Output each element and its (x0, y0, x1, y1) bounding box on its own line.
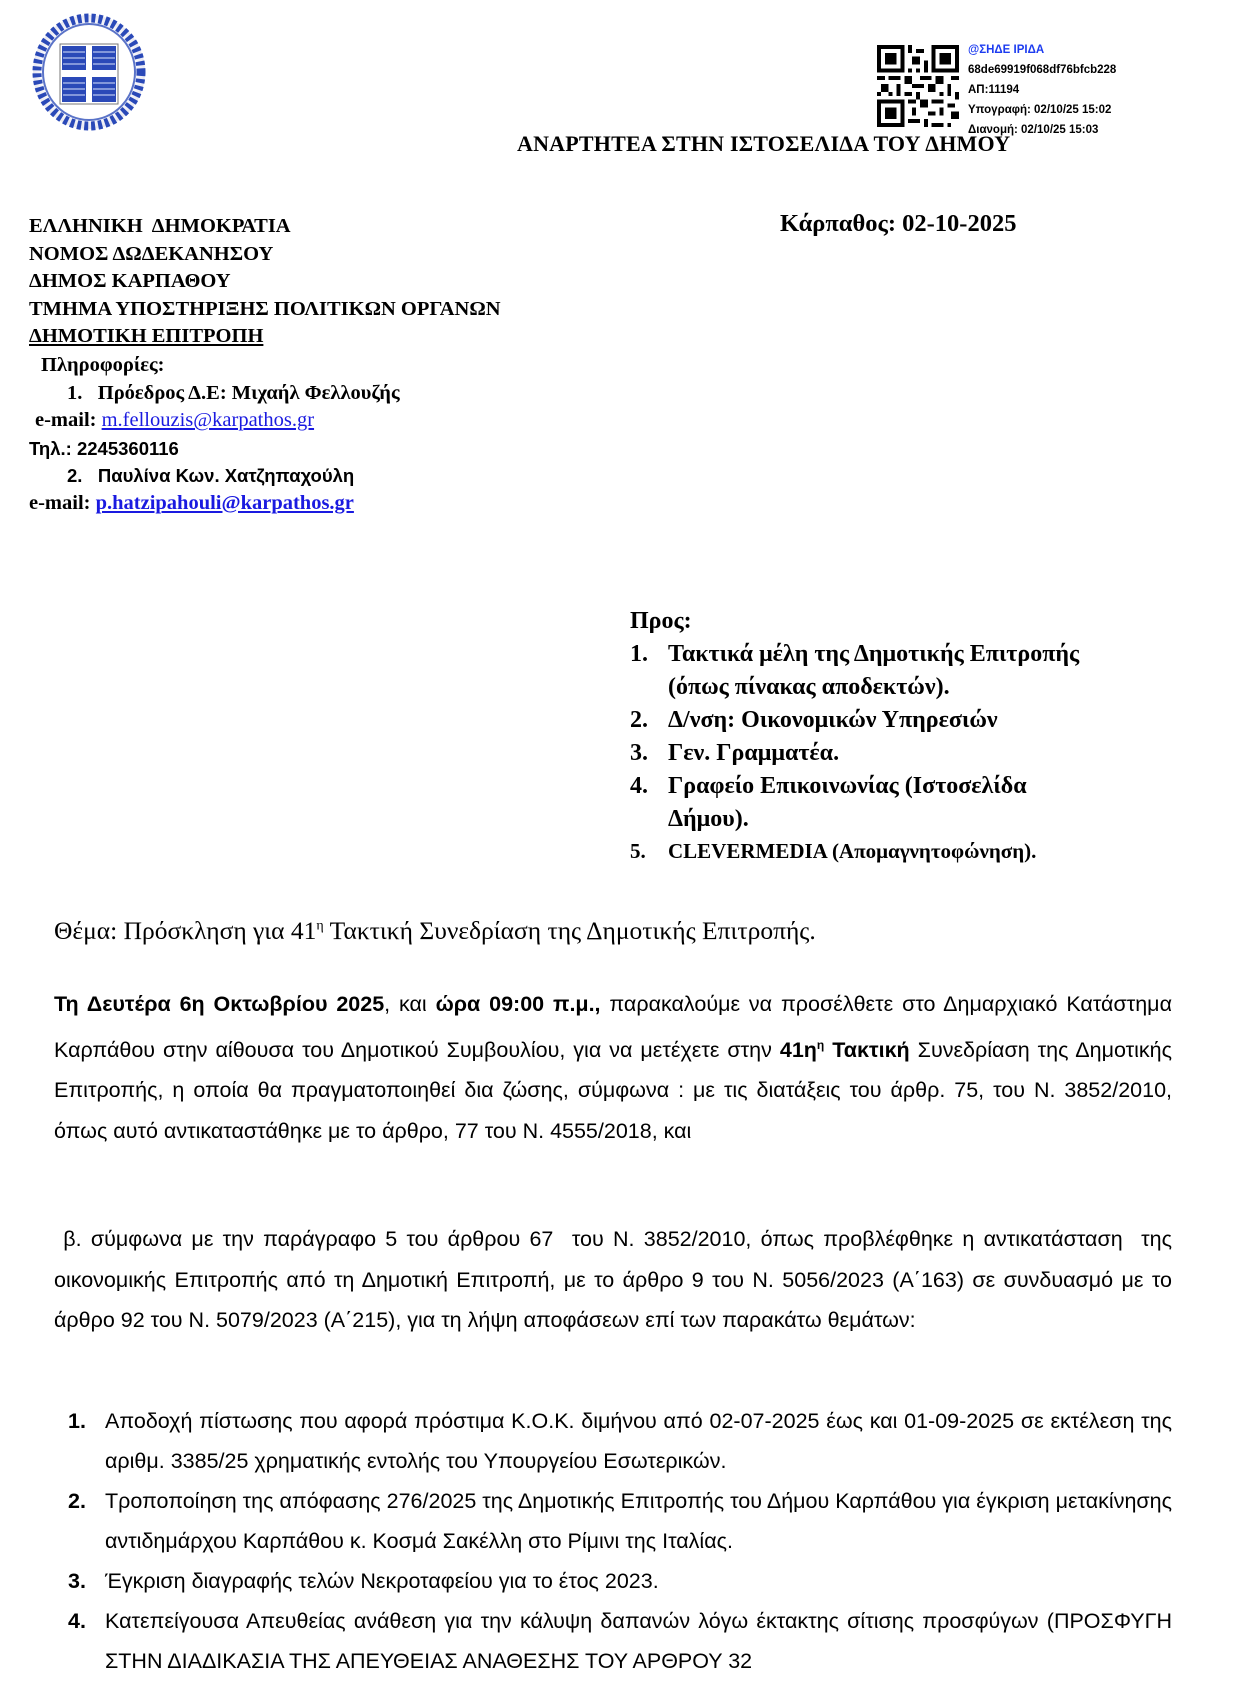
org-line-committee: ΔΗΜΟΤΙΚΗ ΕΠΙΤΡΟΠΗ (29, 325, 264, 347)
recipient-item: 2. Δ/νση: Οικονομικών Υπηρεσιών (630, 707, 998, 733)
contact-2-email-row (29, 490, 400, 518)
subject-line: Θέμα: Πρόσκληση για $41^\eta$ Τακτική Συνεδρίαση της Δημοτικής Επιτροπής. (54, 916, 816, 945)
stamp-distribution-time: Διανομή: 02/10/25 15:03 (968, 124, 1099, 136)
email-label: e-mail: (35, 409, 97, 431)
legal-basis-paragraph: β. σύμφωνα με την παράγραφο 5 του άρθρου 67 του Ν. 3852/2010, όπως προβλέφθηκε η αντικατάσταση της οικονομικής Επιτροπής από τη Δημοτική Επιτροπή, με το άρθρο 9 του Ν. 5056/2023 (Α΄163) σε συνδυασμό με το άρθρο 92 του Ν. 5079/2023 (Α΄215), για τη λήψη αποφάσεων επί των παρακάτω θεμάτων: (54, 1227, 1178, 1332)
contact-1-number: 1. (67, 381, 83, 404)
email-label: e-mail: (29, 491, 91, 514)
meeting-date: Τη Δευτέρα 6η Οκτωβρίου 2025 (54, 992, 385, 1016)
session-number: 41η (779, 1037, 817, 1062)
agenda-item: 4. Κατεπείγουσα Απευθείας ανάθεση για την κάλυψη δαπανών λόγω έκτακτης σίτισης προσφύγων (ΠΡΟΣΦΥΓΗ ΣΤΗΝ ΔΙΑΔΙΚΑΣΙΑ ΤΗΣ ΑΠΕΥΘΕΙΑΣ ΑΝΑΘΕΣΗΣ ΤΟΥ ΑΡΘΡΟΥ 32 (68, 1609, 1172, 1673)
emblem-icon (30, 12, 148, 132)
stamp-signature-time: Υπογραφή: 02/10/25 15:02 (968, 104, 1112, 116)
invitation-paragraph: Τη Δευτέρα 6η Οκτωβρίου 2025, και ώρα 09:00 π.μ., παρακαλούμε να προσέλθετε στο Δημαρχιακό Κατάστημα Καρπάθου στην αίθουσα του Δημοτικού Συμβουλίου, για να μετέχετε στην $41\eta^\eta$ Τακτική Συνεδρίαση της Δημοτικής Επιτροπής, η οποία θα πραγματοποιηθεί δια ζώσης, σύμφωνα : με τις διατάξεις του άρθρ. 75, του Ν. 3852/2010, όπως αυτό αντικαταστάθηκε με το άρθρο, 77 του Ν. 4555/2018, και (54, 992, 1173, 1143)
org-line: ΔΗΜΟΣ ΚΑΡΠΑΘΟΥ (29, 270, 231, 292)
contact-1-email-link[interactable]: m.fellouzis@karpathos.gr (101, 409, 315, 431)
greek-coat-of-arms-emblem (30, 12, 148, 132)
digital-signature-stamp (968, 40, 1116, 140)
contact-info (29, 352, 400, 517)
agenda-item: 1. Αποδοχή πίστωσης που αφορά πρόστιμα Κ.Ο.Κ. διμήνου από 02-07-2025 έως και 01-09-2025 σε εκτέλεση της αριθμ. 3385/25 χρηματικής εντολής του Υπουργείου Εσωτερικών. (68, 1409, 1172, 1473)
org-line: ΕΛΛΗΝΙΚΗ ΔΗΜΟΚΡΑΤΙΑ (29, 215, 291, 237)
contact-1 (29, 380, 400, 408)
agenda-item: 2. Τροποποίηση της απόφασης 276/2025 της Δημοτικής Επιτροπής του Δήμου Καρπάθου για έγκριση μετακίνησης αντιδημάρχου Καρπάθου κ. Κοσμά Σακέλλη στο Ρίμινι της Ιταλίας. (68, 1489, 1172, 1553)
contact-2-number: 2. (67, 465, 83, 486)
qr-code (876, 45, 960, 127)
agenda-list (68, 1401, 1172, 1681)
stamp-protocol: ΑΠ:11194 (968, 84, 1020, 96)
contact-1-email-row (29, 407, 400, 435)
document-date: Κάρπαθος: 02-10-2025 (780, 210, 1017, 237)
phone-label: Τηλ.: (29, 437, 72, 459)
recipient-item: 3. Γεν. Γραμματέα. (630, 740, 840, 766)
contact-2 (29, 462, 400, 490)
info-label: Πληροφορίες: (41, 354, 165, 376)
contact-1-name: Πρόεδρος Δ.Ε: Μιχαήλ Φελλουζής (97, 381, 400, 404)
org-line: ΝΟΜΟΣ ΔΩΔΕΚΑΝΗΣΟΥ (29, 242, 274, 265)
phone-row (29, 435, 400, 463)
meeting-time: ώρα 09:00 π.μ., (435, 992, 601, 1016)
phone-number: 2245360116 (76, 437, 179, 459)
recipient-item: 5. CLEVERMEDIA (Απομαγνητοφώνηση). (630, 839, 1037, 863)
recipients-block (630, 605, 1079, 866)
post-notice-title: ΑΝΑΡΤΗΤΕΑ ΣΤΗΝ ΙΣΤΟΣΕΛΙΔΑ ΤΟΥ ΔΗΜΟΥ (517, 131, 1011, 156)
recipients-label: Προς: (630, 608, 692, 634)
contact-2-email-link[interactable]: p.hatzipahouli@karpathos.gr (95, 491, 354, 514)
recipient-item: 4. Γραφείο Επικοινωνίας (Ιστοσελίδα Δήμου). (630, 773, 1027, 832)
recipient-item: 1. Τακτικά μέλη της Δημοτικής Επιτροπής (όπως πίνακας αποδεκτών). (630, 641, 1080, 700)
contact-2-name: Παυλίνα Κων. Χατζηπαχούλη (97, 465, 355, 486)
agenda-item: 3. Έγκριση διαγραφής τελών Νεκροταφείου για το έτος 2023. (68, 1569, 659, 1593)
stamp-brand: @ΣΗΔΕ ΙΡΙΔΑ (968, 44, 1045, 56)
recipients-list (630, 638, 1079, 866)
stamp-hash: 68de69919f068df76bfcb228 (968, 64, 1117, 76)
org-line: ΤΜΗΜΑ ΥΠΟΣΤΗΡΙΞΗΣ ΠΟΛΙΤΙΚΩΝ ΟΡΓΑΝΩΝ (29, 297, 501, 320)
issuer-block (29, 213, 501, 351)
qr-code-icon (876, 45, 960, 127)
